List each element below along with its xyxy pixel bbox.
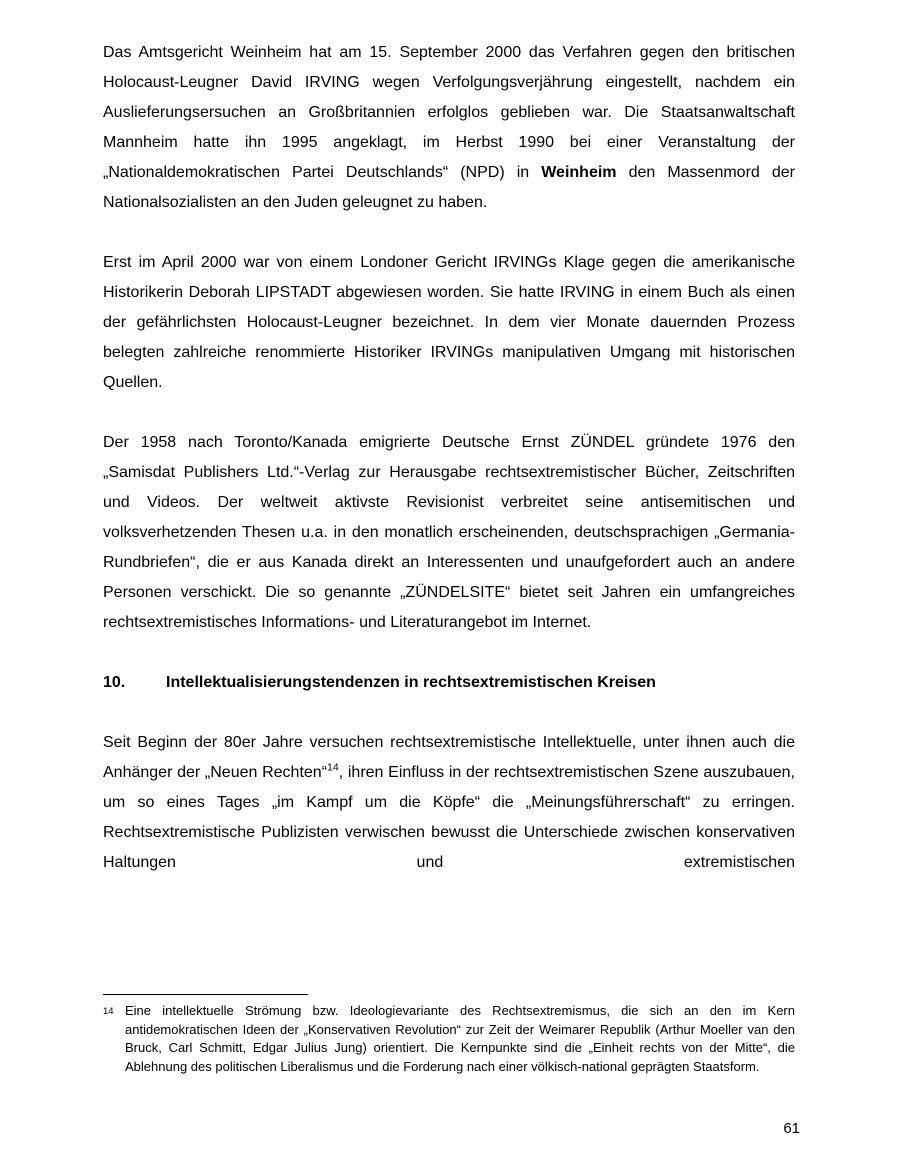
footnote-text: Eine intellektuelle Strömung bzw. Ideologievariante des Rechtsextremismus, die sich an den im Kern antidemokratischen Ideen der „Konservativen Revolution“ zur Zeit der Weimarer Republik (Arthur Moeller van den Bruck, Carl Schmitt, Edgar Julius Jung) orientiert. Die Kernpunkte sind die „Einheit rechts von der Mitte“, die Ablehnung des politischen Liberalismus und die Forderung nach einer völkisch-national geprägten Staatsform.	[125, 1003, 795, 1074]
footnote-separator-line	[103, 994, 308, 995]
page-number: 61	[783, 1120, 800, 1137]
section-heading	[103, 668, 795, 698]
section-number: 10.	[103, 674, 126, 691]
paragraph-zuendel: Der 1958 nach Toronto/Kanada emigrierte Deutsche Ernst ZÜNDEL gründete 1976 den „Samisdat Publishers Ltd.“-Verlag zur Herausgabe rechtsextremistischer Bücher, Zeitschriften und Videos. Der weltweit aktivste Revisionist verbreitet seine antisemitischen und volksverhetzenden Thesen u.a. in den monatlich erscheinenden, deutschsprachigen „Germania-Rundbriefen“, die er aus Kanada direkt an Interessenten und unaufgefordert auch an andere Personen verschickt. Die so genannte „ZÜNDELSITE“ bietet seit Jahren ein umfangreiches rechtsextremistisches Informations- und Literaturangebot im Internet.	[103, 434, 795, 631]
footnote	[103, 1002, 795, 1076]
paragraph-irving-weinheim	[103, 38, 795, 218]
footnote-area	[103, 994, 795, 1076]
paragraph-text: , ihren Einfluss in der rechtsextremistischen Szene auszubauen, um so eines Tages „im Kampf um die Köpfe“ die „Meinungsführerschaft“ zu erringen. Rechtsextremistische Publizisten verwischen bewusst die Unterschiede zwischen konservativen Haltungen und extremistischen	[103, 764, 795, 871]
footnote-reference: 14	[327, 761, 339, 774]
paragraph-text: Seit Beginn der 80er Jahre versuchen rechtsextremistische Intellektuelle, unter ihnen auch die Anhänger der „Neuen Rechten“	[103, 734, 795, 781]
bold-text-weinheim: Weinheim	[541, 164, 617, 181]
paragraph-neue-rechte	[103, 728, 795, 878]
paragraph-lipstadt: Erst im April 2000 war von einem Londoner Gericht IRVINGs Klage gegen die amerikanische Historikerin Deborah LIPSTADT abgewiesen worden. Sie hatte IRVING in einem Buch als einen der gefährlichsten Holocaust-Leugner bezeichnet. In dem vier Monate dauernden Prozess belegten zahlreiche renommierte Historiker IRVINGs manipulativen Umgang mit historischen Quellen.	[103, 254, 795, 391]
paragraph-text: Das Amtsgericht Weinheim hat am 15. September 2000 das Verfahren gegen den britischen Holocaust-Leugner David IRVING wegen Verfolgungsverjährung eingestellt, nachdem ein Auslieferungsersuchen an Großbritannien erfolglos geblieben war. Die Staatsanwaltschaft Mannheim hatte ihn 1995 angeklagt, im Herbst 1990 bei einer Veranstaltung der „Nationaldemokratischen Partei Deutschlands“ (NPD) in	[103, 44, 795, 181]
footnote-marker: 14	[103, 1006, 114, 1017]
paragraph-text: den Massenmord der Nationalsozialisten an den Juden geleugnet zu haben.	[103, 164, 795, 211]
page-content	[103, 38, 795, 908]
section-title: Intellektualisierungstendenzen in rechtsextremistischen Kreisen	[166, 674, 656, 691]
